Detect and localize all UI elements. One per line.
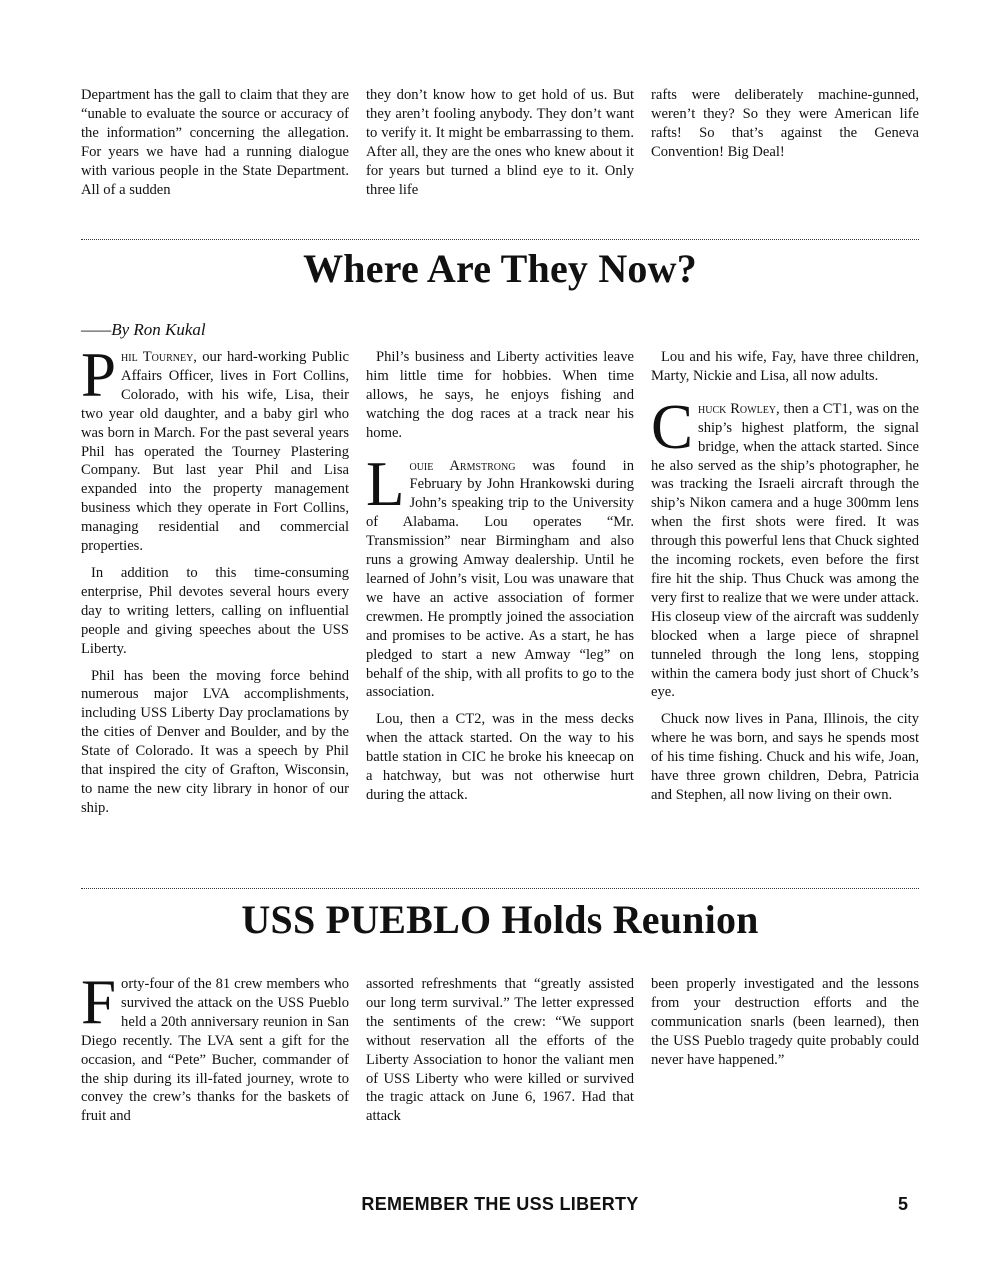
pueblo-column-3 bbox=[651, 975, 919, 1134]
where-paragraph-1 bbox=[81, 340, 349, 556]
where-paragraph-9: Chuck now lives in Pana, Illinois, the city where he was born, and says he spends most of his time fishing. Chuck and his wife, Joan, have three grown children, Debra, Patricia and Stephen, all now living on their own. bbox=[651, 711, 919, 803]
where-headline: Where Are They Now? bbox=[303, 246, 697, 291]
where-paragraph-2: In addition to this time-consuming enterprise, Phil devotes several hours every day to writing letters, calling on influential people and giving speeches about the USS Liberty. bbox=[81, 564, 349, 657]
continued-paragraph-3: rafts were deliberately machine-gunned, weren’t they? So they were American life rafts! So that’s against the Geneva Convention! Big Deal! bbox=[651, 87, 919, 160]
pueblo-column-2 bbox=[366, 975, 634, 1134]
continued-column-2 bbox=[366, 86, 634, 207]
pueblo-headline: USS PUEBLO Holds Reunion bbox=[241, 897, 759, 942]
pueblo-article bbox=[81, 967, 919, 1134]
continued-column-3 bbox=[651, 86, 919, 207]
pueblo-paragraph-1 bbox=[81, 967, 349, 1126]
where-paragraph-5 bbox=[366, 448, 634, 703]
pueblo-paragraph-2: assorted refreshments that “greatly assisted our long term survival.” The letter expressed the sentiments of the crew: “We support without reservation all the efforts of the Liberty Association to honor the valiant men of USS Liberty who were killed or survived the tragic attack on June 6, 1967. Had that attack bbox=[366, 976, 634, 1125]
where-paragraph-6: Lou, then a CT2, was in the mess decks when the attack started. On the way to his battle station in CIC he broke his kneecap on a hatchway, but was not otherwise hurt during the attack. bbox=[366, 711, 634, 803]
lead-name: hil Tourney, bbox=[121, 349, 197, 365]
continued-column-1 bbox=[81, 86, 349, 207]
where-column-1 bbox=[81, 340, 349, 826]
drop-cap: P bbox=[81, 340, 117, 410]
where-paragraph-8 bbox=[651, 391, 919, 703]
where-column-2 bbox=[366, 348, 634, 826]
pueblo-paragraph-3: been properly investigated and the lessons from your destruction efforts and the communication snarls (been learned), then the USS Pueblo tragedy quite probably could never have happened.” bbox=[651, 976, 919, 1068]
where-paragraph-7: Lou and his wife, Fay, have three children, Marty, Nickie and Lisa, all now adults. bbox=[651, 349, 919, 384]
paragraph-text: then a CT1, was on the ship’s highest platform, the signal bridge, when the attack started. Since he also served as the ship’s photographer, he was tracking the Israeli aircraft through the ship’s Nikon camera and a huge 300mm lens when the first shots were fired. It was through this powerful lens that Chuck sighted the incoming rockets, even before the first fire hit the ship. Thus Chuck was among the very first to realize that we were under attack. His closeup view of the aircraft was suddenly blocked when a large piece of shrapnel tunneled through the long lens, stopping within the camera body just short of Chuck’s eye. bbox=[651, 400, 919, 701]
page-number: 5 bbox=[898, 1194, 909, 1214]
continued-article bbox=[81, 86, 919, 207]
where-article bbox=[81, 340, 919, 826]
drop-cap: C bbox=[651, 391, 694, 462]
paragraph-text: orty-four of the 81 crew members who survived the attack on the USS Pueblo held a 20th anniversary reunion in San Diego recently. The LVA sent a gift for the occasion, and “Pete” Bucher, commander of the ship during its ill-fated journey, wrote to convey the crew’s thanks for the baskets of fruit and bbox=[81, 976, 349, 1125]
where-paragraph-4: Phil’s business and Liberty activities leave him little time for hobbies. When time allows, he says, he enjoys fishing and watching the dog races at a track near his home. bbox=[366, 349, 634, 441]
paragraph-text: our hard-working Public Affairs Officer, lives in Fort Collins, Colorado, with his wife, Lisa, their two year old daughter, and a baby girl who was born in March. For the past several years Phil has operated the Tourney Plastering Company. But last year Phil and Lisa expanded into the property management business which they operate in Fort Collins, managing residential and commercial properties. bbox=[81, 349, 349, 555]
paragraph-text: was found in February by John Hrankowski during John’s speaking trip to the University of Alabama. Lou operates “Mr. Transmission” near Birmingham and also runs a growing Amway dealership. Until he learned of John’s visit, Lou was unaware that we have an active association of former crewmen. He promptly joined the association and promises to be active. As a start, he has pledged to start a new Amway “leg” on behalf of the ship, with all profits to go to the association. bbox=[366, 457, 634, 701]
byline: ——By Ron Kukal bbox=[81, 320, 206, 339]
section-divider-1 bbox=[81, 239, 919, 240]
where-column-3 bbox=[651, 348, 919, 826]
drop-cap: F bbox=[81, 967, 117, 1037]
continued-paragraph-2: they don’t know how to get hold of us. But they aren’t fooling anybody. They don’t want to verify it. It might be embarrassing to them. After all, they are the ones who knew about it for years but turned a blind eye to it. Only three life bbox=[366, 87, 634, 198]
pueblo-column-1 bbox=[81, 967, 349, 1134]
section-divider-2 bbox=[81, 888, 919, 889]
lead-name: ouie Armstrong bbox=[409, 457, 516, 474]
lead-name: huck Rowley, bbox=[698, 400, 780, 417]
continued-paragraph-1: Department has the gall to claim that they are “unable to evaluate the source or accuracy of the information” concerning the allegation. For years we have had a running dialogue with various people in the State Department. All of a sudden bbox=[81, 87, 349, 198]
footer-title: REMEMBER THE USS LIBERTY bbox=[361, 1194, 639, 1214]
drop-cap: L bbox=[366, 448, 405, 519]
where-paragraph-3: Phil has been the moving force behind numerous major LVA accomplishments, including USS Liberty Day proclamations by the cities of Denver and Boulder, and by the State of Colorado. It was a speech by Phil that inspired the city of Grafton, Wisconsin, to name the new city library in honor of our ship. bbox=[81, 667, 349, 816]
